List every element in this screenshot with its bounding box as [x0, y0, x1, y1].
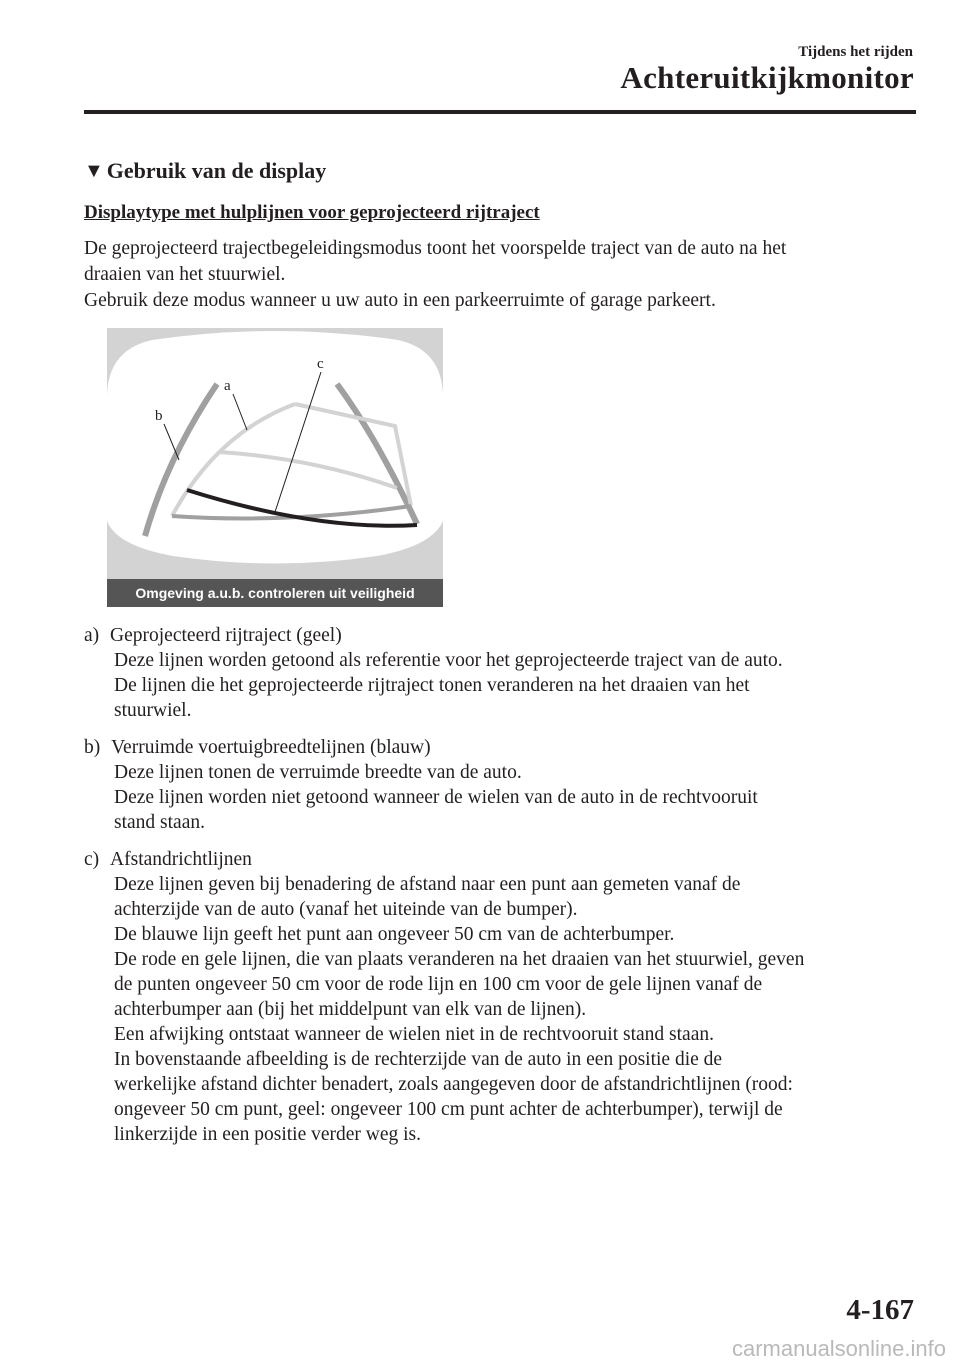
- item-line: achterzijde van de auto (vanaf het uiteinde van de bumper).: [114, 899, 578, 920]
- intro-line: De geprojecteerd trajectbegeleidingsmodus toont het voorspelde traject van de auto na het: [84, 238, 787, 259]
- footer-watermark[interactable]: carmanualsonline.info: [731, 1336, 946, 1361]
- display-frame: [107, 328, 443, 579]
- extended-width-line-right: [337, 384, 417, 524]
- item-title: Verruimde voertuigbreedtelijnen (blauw): [111, 737, 431, 758]
- list-item-b: [84, 735, 758, 835]
- header-subtitle: Tijdens het rijden: [798, 44, 913, 60]
- item-line: De lijnen die het geprojecteerde rijtraject tonen veranderen na het draaien van het: [114, 675, 750, 696]
- down-triangle-icon: ▼: [84, 159, 104, 182]
- intro-line: Gebruik deze modus wanneer u uw auto in een parkeerruimte of garage parkeert.: [84, 290, 716, 311]
- item-line: werkelijke afstand dichter benadert, zoals aangegeven door de afstandrichtlijnen (rood:: [114, 1074, 793, 1095]
- item-line: Een afwijking ontstaat wanneer de wielen niet in de rechtvooruit stand staan.: [114, 1024, 714, 1045]
- item-title: Geprojecteerd rijtraject (geel): [110, 625, 342, 646]
- intro-line: draaien van het stuurwiel.: [84, 264, 286, 285]
- camera-display-figure: [107, 328, 443, 607]
- item-line: stand staan.: [114, 812, 205, 833]
- list-item-heading: [84, 735, 758, 760]
- item-title: Afstandrichtlijnen: [110, 849, 252, 870]
- page-number: 4-167: [846, 1294, 914, 1326]
- item-label: c): [84, 849, 100, 870]
- figure-label-c: c: [317, 356, 324, 372]
- section-title: [84, 158, 326, 184]
- item-line: ongeveer 50 cm punt, geel: ongeveer 100 cm punt achter de achterbumper), terwijl de: [114, 1099, 783, 1120]
- leader-line-a: [233, 394, 247, 430]
- item-line: De blauwe lijn geeft het punt aan ongeveer 50 cm van de achterbumper.: [114, 924, 675, 945]
- subheading: Displaytype met hulplijnen voor geprojecteerd rijtraject: [84, 202, 540, 223]
- item-line: de punten ongeveer 50 cm voor de rode lijn en 100 cm voor de gele lijnen vanaf de: [114, 974, 763, 995]
- item-label: a): [84, 625, 100, 646]
- leader-line-b: [164, 424, 179, 460]
- item-label: b): [84, 737, 101, 758]
- item-line: achterbumper aan (bij het middelpunt van elk van de lijnen).: [114, 999, 587, 1020]
- header-title: Achteruitkijkmonitor: [620, 60, 914, 95]
- list-item-heading: [84, 623, 783, 648]
- item-line: Deze lijnen geven bij benadering de afstand naar een punt aan gemeten vanaf de: [114, 874, 741, 895]
- list-item-a: [84, 623, 783, 723]
- figure-label-b: b: [155, 408, 163, 424]
- item-line: Deze lijnen worden niet getoond wanneer de wielen van de auto in de rechtvooruit: [114, 787, 758, 808]
- intro-paragraph: [84, 236, 924, 314]
- item-line: stuurwiel.: [114, 700, 192, 721]
- camera-display-illustration: [107, 328, 443, 579]
- leader-line-c: [275, 372, 321, 512]
- list-item-c: [84, 847, 804, 1147]
- projected-path-right: [295, 404, 411, 506]
- section-title-text: Gebruik van de display: [106, 158, 327, 183]
- item-line: linkerzijde in een positie verder weg is.: [114, 1124, 422, 1145]
- figure-caption-bar: Omgeving a.u.b. controleren uit veiligheid: [107, 579, 443, 607]
- item-line: De rode en gele lijnen, die van plaats veranderen na het draaien van het stuurwiel, geven: [114, 949, 805, 970]
- item-line: Deze lijnen tonen de verruimde breedte van de auto.: [114, 762, 522, 783]
- extended-width-line-left: [145, 384, 217, 536]
- figure-label-a: a: [224, 378, 231, 394]
- header-rule: [84, 110, 916, 114]
- item-line: Deze lijnen worden getoond als referentie voor het geprojecteerde traject van de auto.: [114, 650, 783, 671]
- projected-cross-line-1: [219, 452, 397, 488]
- item-line: In bovenstaande afbeelding is de rechterzijde van de auto in een positie die de: [114, 1049, 723, 1070]
- list-item-heading: [84, 847, 804, 872]
